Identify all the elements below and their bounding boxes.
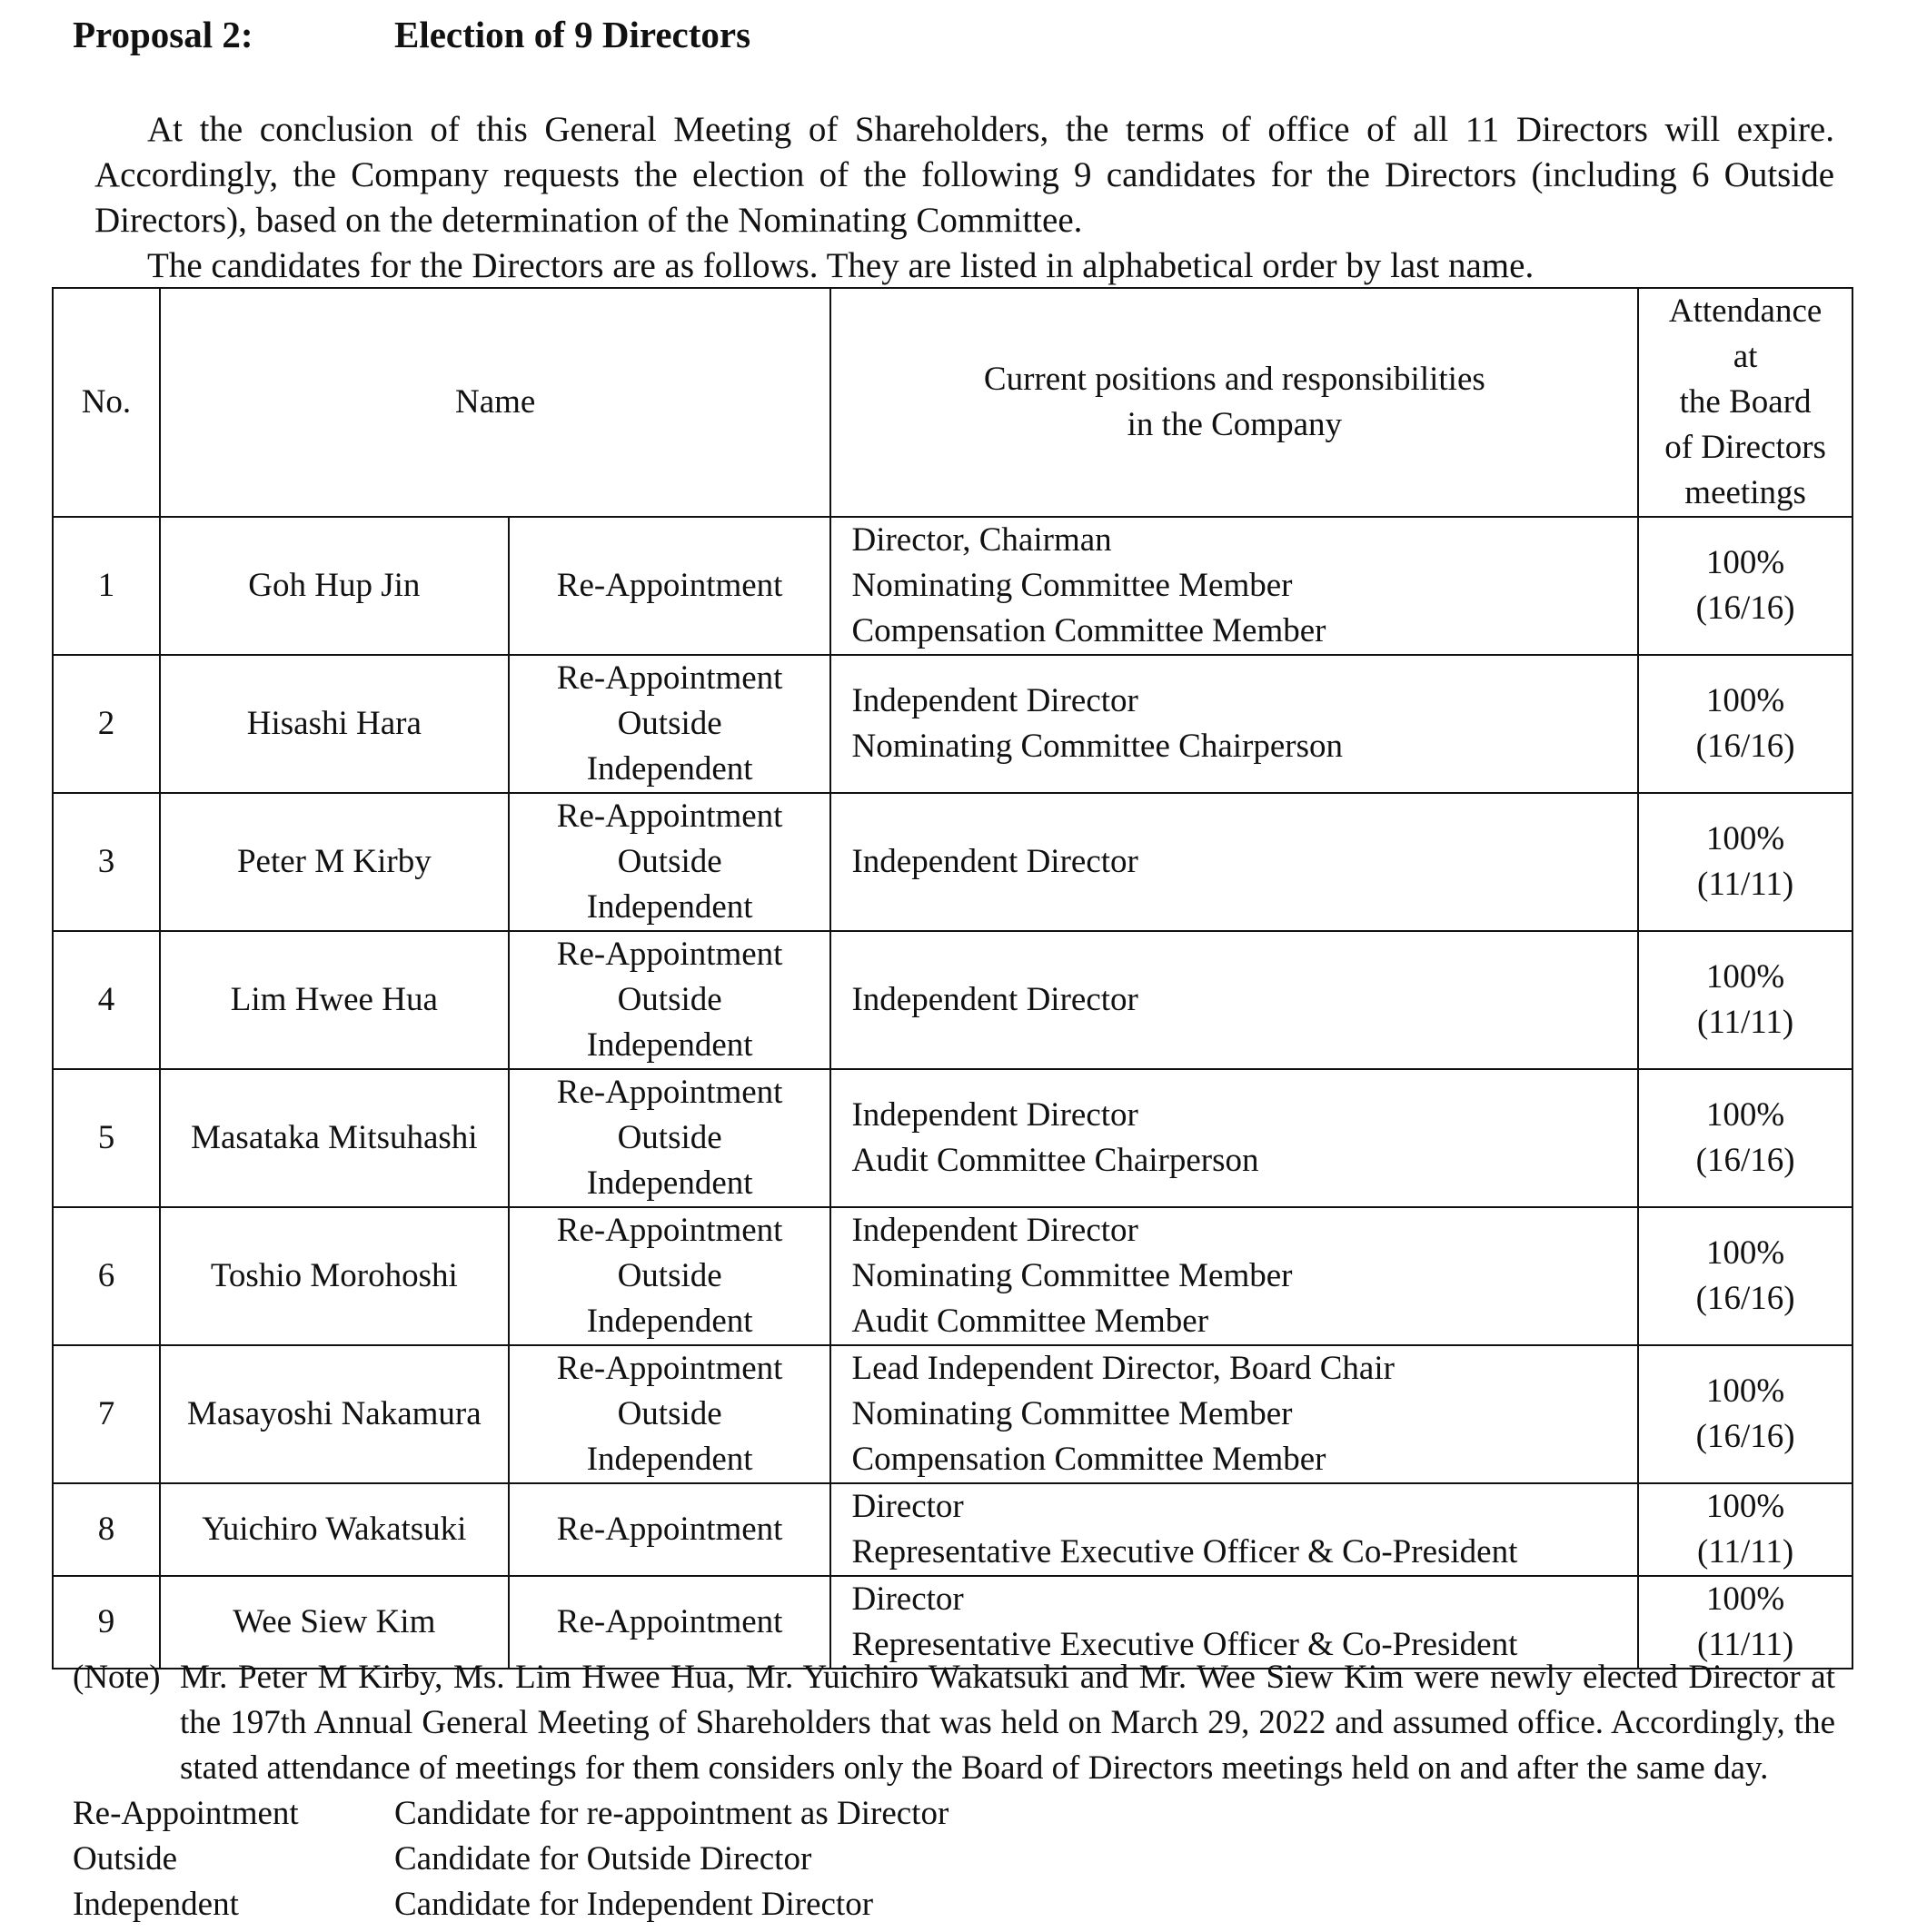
attendance-value: 100%	[1705, 1372, 1785, 1410]
candidate-tag: Independent	[586, 750, 753, 788]
attendance-value: 100%	[1705, 544, 1785, 581]
legend-definition: Candidate for Outside Director	[394, 1840, 812, 1878]
candidate-tag: Outside	[617, 1119, 722, 1156]
legend-definition: Candidate for re-appointment as Director	[394, 1795, 949, 1832]
header-attendance-line: the Board	[1679, 383, 1812, 421]
attendance-value: 100%	[1705, 1234, 1785, 1272]
table-row	[53, 655, 1852, 793]
candidate-tag: Re-Appointment	[556, 659, 783, 697]
candidate-tag: Outside	[617, 981, 722, 1018]
attendance-value: (11/11)	[1697, 1626, 1794, 1663]
candidate-number: 8	[53, 1483, 160, 1576]
candidate-number: 5	[53, 1069, 160, 1207]
candidate-tag: Independent	[586, 1441, 753, 1478]
candidate-attendance	[1638, 931, 1852, 1069]
proposal-heading	[73, 13, 750, 56]
legend-term: Independent	[73, 1886, 239, 1923]
candidate-name: Masayoshi Nakamura	[160, 1345, 509, 1483]
candidate-attendance	[1638, 1207, 1852, 1345]
candidate-number: 1	[53, 517, 160, 655]
candidate-tag: Re-Appointment	[556, 1511, 783, 1548]
candidate-positions	[830, 1207, 1638, 1345]
candidate-tag: Outside	[617, 1257, 722, 1294]
candidate-attendance	[1638, 1069, 1852, 1207]
header-no: No.	[53, 288, 160, 517]
candidate-tag: Re-Appointment	[556, 1212, 783, 1249]
table-row	[53, 1345, 1852, 1483]
candidate-position: Compensation Committee Member	[851, 612, 1326, 649]
header-attendance-line: meetings	[1684, 474, 1806, 511]
intro-paragraph-2: The candidates for the Directors are as follows. They are listed in alphabetical order by last name.	[147, 246, 1535, 285]
candidate-number: 9	[53, 1576, 160, 1669]
attendance-value: (11/11)	[1697, 1004, 1794, 1041]
candidate-position: Director	[851, 1488, 964, 1525]
candidate-tags	[509, 1207, 831, 1345]
table-row	[53, 517, 1852, 655]
attendance-value: (11/11)	[1697, 866, 1794, 903]
legend-term: Outside	[73, 1840, 178, 1878]
header-positions-line: in the Company	[1127, 406, 1343, 443]
candidate-number: 3	[53, 793, 160, 931]
attendance-value: 100%	[1705, 1096, 1785, 1134]
candidate-tag: Independent	[586, 888, 753, 926]
candidate-attendance	[1638, 793, 1852, 931]
table-header-row	[53, 288, 1852, 517]
candidate-position: Compensation Committee Member	[851, 1441, 1326, 1478]
candidate-tags	[509, 1483, 831, 1576]
attendance-value: (16/16)	[1695, 1280, 1795, 1317]
note	[73, 1655, 1835, 1791]
candidate-position: Nominating Committee Member	[851, 1395, 1293, 1432]
attendance-value: 100%	[1705, 820, 1785, 857]
candidate-position: Audit Committee Member	[851, 1303, 1209, 1340]
proposal-label: Proposal 2:	[73, 14, 253, 55]
attendance-value: (16/16)	[1695, 728, 1795, 765]
notes-section	[73, 1655, 1835, 1927]
candidate-tag: Re-Appointment	[556, 1603, 783, 1640]
header-attendance	[1638, 288, 1852, 517]
note-label: (Note)	[73, 1659, 161, 1696]
candidate-tag: Re-Appointment	[556, 1074, 783, 1111]
candidate-tags	[509, 1345, 831, 1483]
header-positions	[830, 288, 1638, 517]
candidate-number: 6	[53, 1207, 160, 1345]
candidate-position: Independent Director	[851, 1096, 1138, 1134]
candidate-position: Representative Executive Officer & Co-President	[851, 1626, 1518, 1663]
attendance-value: 100%	[1705, 682, 1785, 719]
candidate-tag: Independent	[586, 1164, 753, 1202]
candidate-attendance	[1638, 517, 1852, 655]
candidate-tag: Independent	[586, 1303, 753, 1340]
attendance-value: (16/16)	[1695, 590, 1795, 627]
attendance-value: 100%	[1705, 1488, 1785, 1525]
candidate-number: 7	[53, 1345, 160, 1483]
candidate-position: Independent Director	[851, 1212, 1138, 1249]
legend-row	[73, 1837, 1835, 1882]
header-attendance-line: of Directors	[1664, 429, 1826, 466]
candidate-number: 2	[53, 655, 160, 793]
legend-definition: Candidate for Independent Director	[394, 1886, 874, 1923]
candidate-tag: Independent	[586, 1026, 753, 1064]
candidate-attendance	[1638, 655, 1852, 793]
candidate-positions	[830, 655, 1638, 793]
attendance-value: 100%	[1705, 1580, 1785, 1618]
candidate-attendance	[1638, 1345, 1852, 1483]
candidate-position: Nominating Committee Member	[851, 567, 1293, 604]
legend-term: Re-Appointment	[73, 1795, 299, 1832]
candidate-number: 4	[53, 931, 160, 1069]
candidate-tags	[509, 931, 831, 1069]
candidate-tag: Outside	[617, 843, 722, 880]
candidate-tag: Outside	[617, 1395, 722, 1432]
candidate-tag: Re-Appointment	[556, 798, 783, 835]
candidate-tag: Outside	[617, 705, 722, 742]
candidate-position: Independent Director	[851, 682, 1138, 719]
candidate-name: Lim Hwee Hua	[160, 931, 509, 1069]
candidate-name: Wee Siew Kim	[160, 1576, 509, 1669]
candidate-position: Independent Director	[851, 843, 1138, 880]
candidate-name: Masataka Mitsuhashi	[160, 1069, 509, 1207]
attendance-value: (16/16)	[1695, 1418, 1795, 1455]
candidate-name: Toshio Morohoshi	[160, 1207, 509, 1345]
candidate-positions	[830, 1483, 1638, 1576]
candidate-attendance	[1638, 1483, 1852, 1576]
candidate-position: Nominating Committee Member	[851, 1257, 1293, 1294]
attendance-value: 100%	[1705, 958, 1785, 996]
table-row	[53, 1069, 1852, 1207]
candidate-position: Director	[851, 1580, 964, 1618]
candidate-position: Nominating Committee Chairperson	[851, 728, 1343, 765]
candidate-positions	[830, 931, 1638, 1069]
candidate-name: Goh Hup Jin	[160, 517, 509, 655]
proposal-title: Election of 9 Directors	[394, 14, 751, 55]
header-name: Name	[160, 288, 831, 517]
table-row	[53, 1207, 1852, 1345]
candidate-position: Director, Chairman	[851, 521, 1112, 559]
note-text: Mr. Peter M Kirby, Ms. Lim Hwee Hua, Mr. Yuichiro Wakatsuki and Mr. Wee Siew Kim were newly elected Director at the 197th Annual General Meeting of Shareholders that was held on March 29, 2022 and assumed office. Accordingly, the stated attendance of meetings for them considers only the Board of Directors meetings held on and after the same day.	[180, 1659, 1835, 1787]
header-attendance-line: Attendance	[1668, 292, 1823, 330]
legend	[73, 1791, 1835, 1927]
attendance-value: (16/16)	[1695, 1142, 1795, 1179]
candidate-positions	[830, 1345, 1638, 1483]
table-row	[53, 793, 1852, 931]
candidate-tags	[509, 517, 831, 655]
candidate-tags	[509, 655, 831, 793]
candidate-name: Peter M Kirby	[160, 793, 509, 931]
candidate-tags	[509, 1069, 831, 1207]
candidate-position: Representative Executive Officer & Co-President	[851, 1533, 1518, 1570]
header-attendance-line: at	[1733, 338, 1758, 375]
candidate-tag: Re-Appointment	[556, 567, 783, 604]
candidate-tags	[509, 793, 831, 931]
candidate-position: Independent Director	[851, 981, 1138, 1018]
intro-text	[94, 107, 1834, 289]
candidate-tag: Re-Appointment	[556, 1350, 783, 1387]
candidate-position: Lead Independent Director, Board Chair	[851, 1350, 1395, 1387]
header-positions-line: Current positions and responsibilities	[983, 361, 1485, 398]
candidate-name: Yuichiro Wakatsuki	[160, 1483, 509, 1576]
candidate-tag: Re-Appointment	[556, 936, 783, 973]
candidate-positions	[830, 793, 1638, 931]
legend-row	[73, 1882, 1835, 1927]
candidate-positions	[830, 517, 1638, 655]
attendance-value: (11/11)	[1697, 1533, 1794, 1570]
legend-row	[73, 1791, 1835, 1837]
table-row	[53, 1483, 1852, 1576]
candidate-positions	[830, 1069, 1638, 1207]
candidates-table	[52, 287, 1853, 1669]
intro-paragraph-1: At the conclusion of this General Meeting of Shareholders, the terms of office of all 11 Directors will expire. Accordingly, the Company requests the election of the following 9 candidates for the Directors (including 6 Outside Directors), based on the determination of the Nominating Committee.	[94, 110, 1834, 240]
table-row	[53, 931, 1852, 1069]
candidate-position: Audit Committee Chairperson	[851, 1142, 1259, 1179]
candidate-name: Hisashi Hara	[160, 655, 509, 793]
